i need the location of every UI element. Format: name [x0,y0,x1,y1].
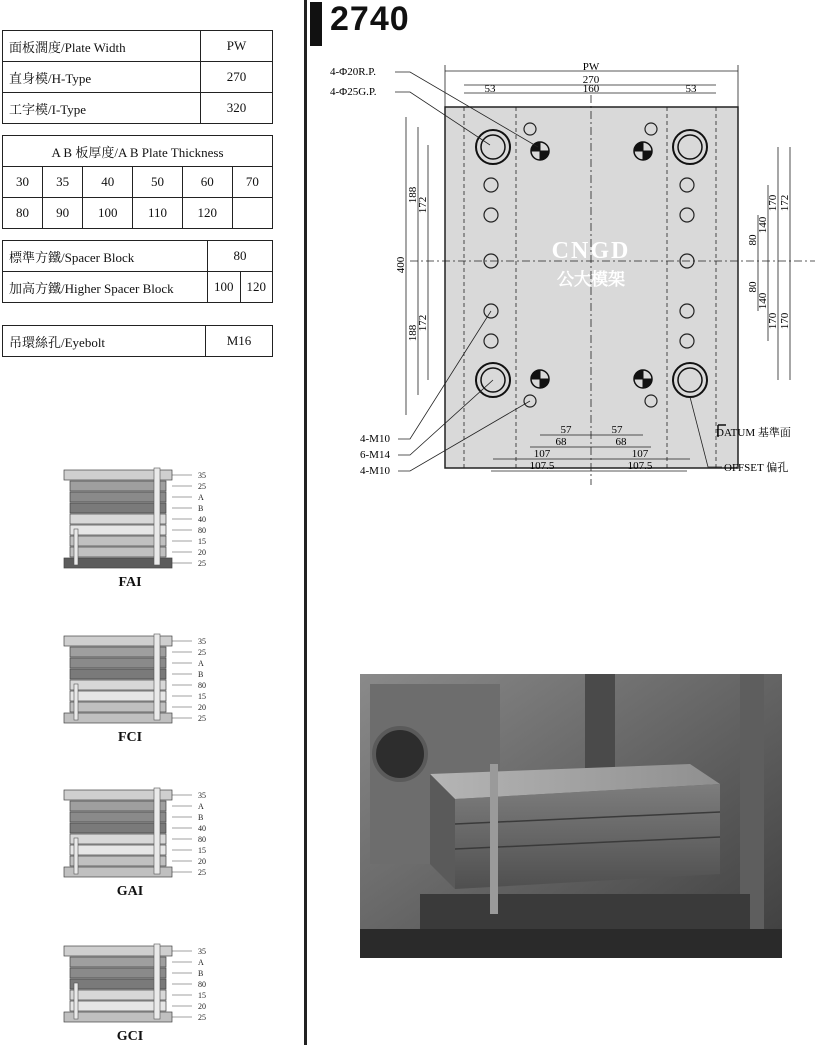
mold-plate [70,823,166,833]
higher-spacer-label: 加高方鐵/Higher Spacer Block [3,272,208,303]
dim-80-b: 80 [747,281,759,293]
mold-diagram-fai [60,466,280,571]
thickness-cell: 40 [83,167,133,198]
dim-140-b: 140 [757,292,769,310]
dim-80-a: 80 [747,234,759,246]
mold-plate [70,856,166,866]
mold-type-label: FCI [117,730,143,745]
mold-layer-label: B [198,670,204,679]
dim-57-right: 57 [611,424,623,436]
eyebolt-value: M16 [206,326,273,357]
dim-68-left: 68 [555,436,567,448]
thickness-cell: 60 [182,167,232,198]
mold-layer-label: 20 [198,857,206,866]
mold-plate [70,1001,166,1011]
callout-gp: 4-Φ25G.P. [330,86,377,98]
guide-pin [154,788,160,874]
spec-value: 320 [201,93,273,124]
spec-value: PW [201,31,273,62]
guide-pin [154,468,160,565]
mold-layer-label: 25 [198,868,206,877]
mold-layer-label: 35 [198,791,206,800]
mold-layer-label: 80 [198,835,206,844]
mold-layer-label: A [198,802,204,811]
mold-layer-label: 25 [198,714,206,723]
mold-layer-label: 80 [198,681,206,690]
page-title: 2740 [330,0,410,38]
thickness-cell: 120 [182,198,232,229]
dim-270: 270 [582,74,600,86]
mold-plate [70,812,166,822]
mold-layer-label: 15 [198,537,206,546]
plate-drawing [310,55,820,485]
mold-layer-label: 20 [198,1002,206,1011]
eyebolt-table [2,325,273,357]
spacer-value: 80 [208,241,273,272]
mold-plate [70,669,166,679]
dim-53-left: 53 [484,83,496,95]
dim-53-right: 53 [685,83,697,95]
dim-172-top: 172 [417,196,429,214]
thickness-cell: 110 [133,198,182,229]
mold-plate [70,990,166,1000]
mold-layer-label: 25 [198,648,206,657]
guide-pin [154,944,160,1019]
mold-layer-label: 25 [198,1013,206,1022]
dim-68-right: 68 [615,436,627,448]
dim-188-top: 188 [407,186,419,204]
mold-plate [70,845,166,855]
higher-spacer-value: 120 [240,272,273,303]
dim-107-5-right: 107.5 [627,460,653,472]
mold-layer-label: 80 [198,980,206,989]
higher-spacer-value: 100 [208,272,241,303]
mold-layer-label: A [198,958,204,967]
return-pin [74,838,78,874]
dim-170-b: 170 [767,312,779,330]
dim-170-a: 170 [767,194,779,212]
mold-layer-label: 35 [198,947,206,956]
spec-value: 270 [201,62,273,93]
mold-layer-label: 40 [198,515,206,524]
dim-172-bottom: 172 [417,314,429,332]
lever [490,764,498,914]
mold-layer-label: 35 [198,637,206,646]
mold-plate [70,680,166,690]
mold-type-label: GAI [116,884,144,899]
callout-m14: 6-M14 [360,449,390,461]
logo: CNGD [551,238,631,264]
dim-57-left: 57 [560,424,572,436]
mold-layer-label: 25 [198,559,206,568]
machine-wheel [374,728,426,780]
callout-m10-a: 4-M10 [360,433,390,445]
dim-172-right: 172 [779,194,791,212]
mold-plate [70,514,166,524]
ab-plate-header: A B 板厚度/A B Plate Thickness [3,136,273,167]
mold-layer-label: 15 [198,846,206,855]
mold-plate [70,658,166,668]
mold-layer-label: 15 [198,692,206,701]
mold-base-photo [360,674,782,958]
mold-plate [70,957,166,967]
thickness-cell [232,198,272,229]
mold-layer-label: B [198,504,204,513]
callout-m10-b: 4-M10 [360,465,390,477]
thickness-cell: 35 [43,167,83,198]
mold-layer-label: 80 [198,526,206,535]
dim-160: 160 [582,83,600,95]
mold-plate [70,968,166,978]
mold-plate [70,503,166,513]
offset-label: OFFSET 偏孔 [724,462,789,474]
mold-plate [70,492,166,502]
mold-diagram-fci [60,632,280,737]
mold-layer-label: A [198,493,204,502]
eyebolt-label: 吊環絲孔/Eyebolt [3,326,206,357]
mold-layer-label: 20 [198,548,206,557]
mold-plate [70,547,166,557]
mold-plate [70,691,166,701]
spec-label: 面板濶度/Plate Width [3,31,201,62]
mold-diagram-gai [60,786,280,891]
thickness-cell: 90 [43,198,83,229]
floor [360,929,782,958]
spacer-block-table [2,240,273,303]
mold-plate [70,647,166,657]
mold-diagram-gci [60,942,280,1047]
return-pin [74,983,78,1019]
return-pin [74,684,78,720]
mold-plate [70,481,166,491]
page-divider [304,0,307,1045]
dim-107-right: 107 [631,448,649,460]
dim-170-c: 170 [779,312,791,330]
return-pin [74,529,78,565]
mold-type-label: GCI [116,1029,144,1044]
dim-140-a: 140 [757,216,769,234]
mold-plate [70,536,166,546]
mold-plate [70,834,166,844]
guide-pin [154,634,160,720]
dim-107-5-left: 107.5 [529,460,555,472]
mold-layer-label: 25 [198,482,206,491]
dim-107-left: 107 [533,448,551,460]
thickness-cell: 80 [3,198,43,229]
callout-rp: 4-Φ20R.P. [330,66,376,78]
thickness-cell: 70 [232,167,272,198]
title-bar [310,2,322,46]
mold-layer-label: B [198,813,204,822]
thickness-cell: 50 [133,167,182,198]
mold-layer-label: A [198,659,204,668]
mold-plate [70,801,166,811]
mold-layer-label: 40 [198,824,206,833]
logo-chinese: 公大模架 [557,270,625,289]
mold-plate [70,702,166,712]
mold-type-label: FAI [118,575,142,590]
mold-plate [70,525,166,535]
spec-label: 工字模/I-Type [3,93,201,124]
mold-plate [70,979,166,989]
datum-label: DATUM 基準面 [716,427,791,439]
fixture-base [420,894,750,934]
thickness-cell: 100 [83,198,133,229]
mold-layer-label: 35 [198,471,206,480]
spec-label: 直身模/H-Type [3,62,201,93]
thickness-cell: 30 [3,167,43,198]
spec-table-dimensions [2,30,273,124]
mold-layer-label: 15 [198,991,206,1000]
mold-layer-label: 20 [198,703,206,712]
spacer-label: 標準方鐵/Spacer Block [3,241,208,272]
dim-188-bottom: 188 [407,324,419,342]
mold-layer-label: B [198,969,204,978]
dim-400: 400 [395,256,407,274]
dim-pw: PW [582,61,600,73]
spindle [585,674,615,774]
ab-plate-thickness-table [2,135,273,229]
